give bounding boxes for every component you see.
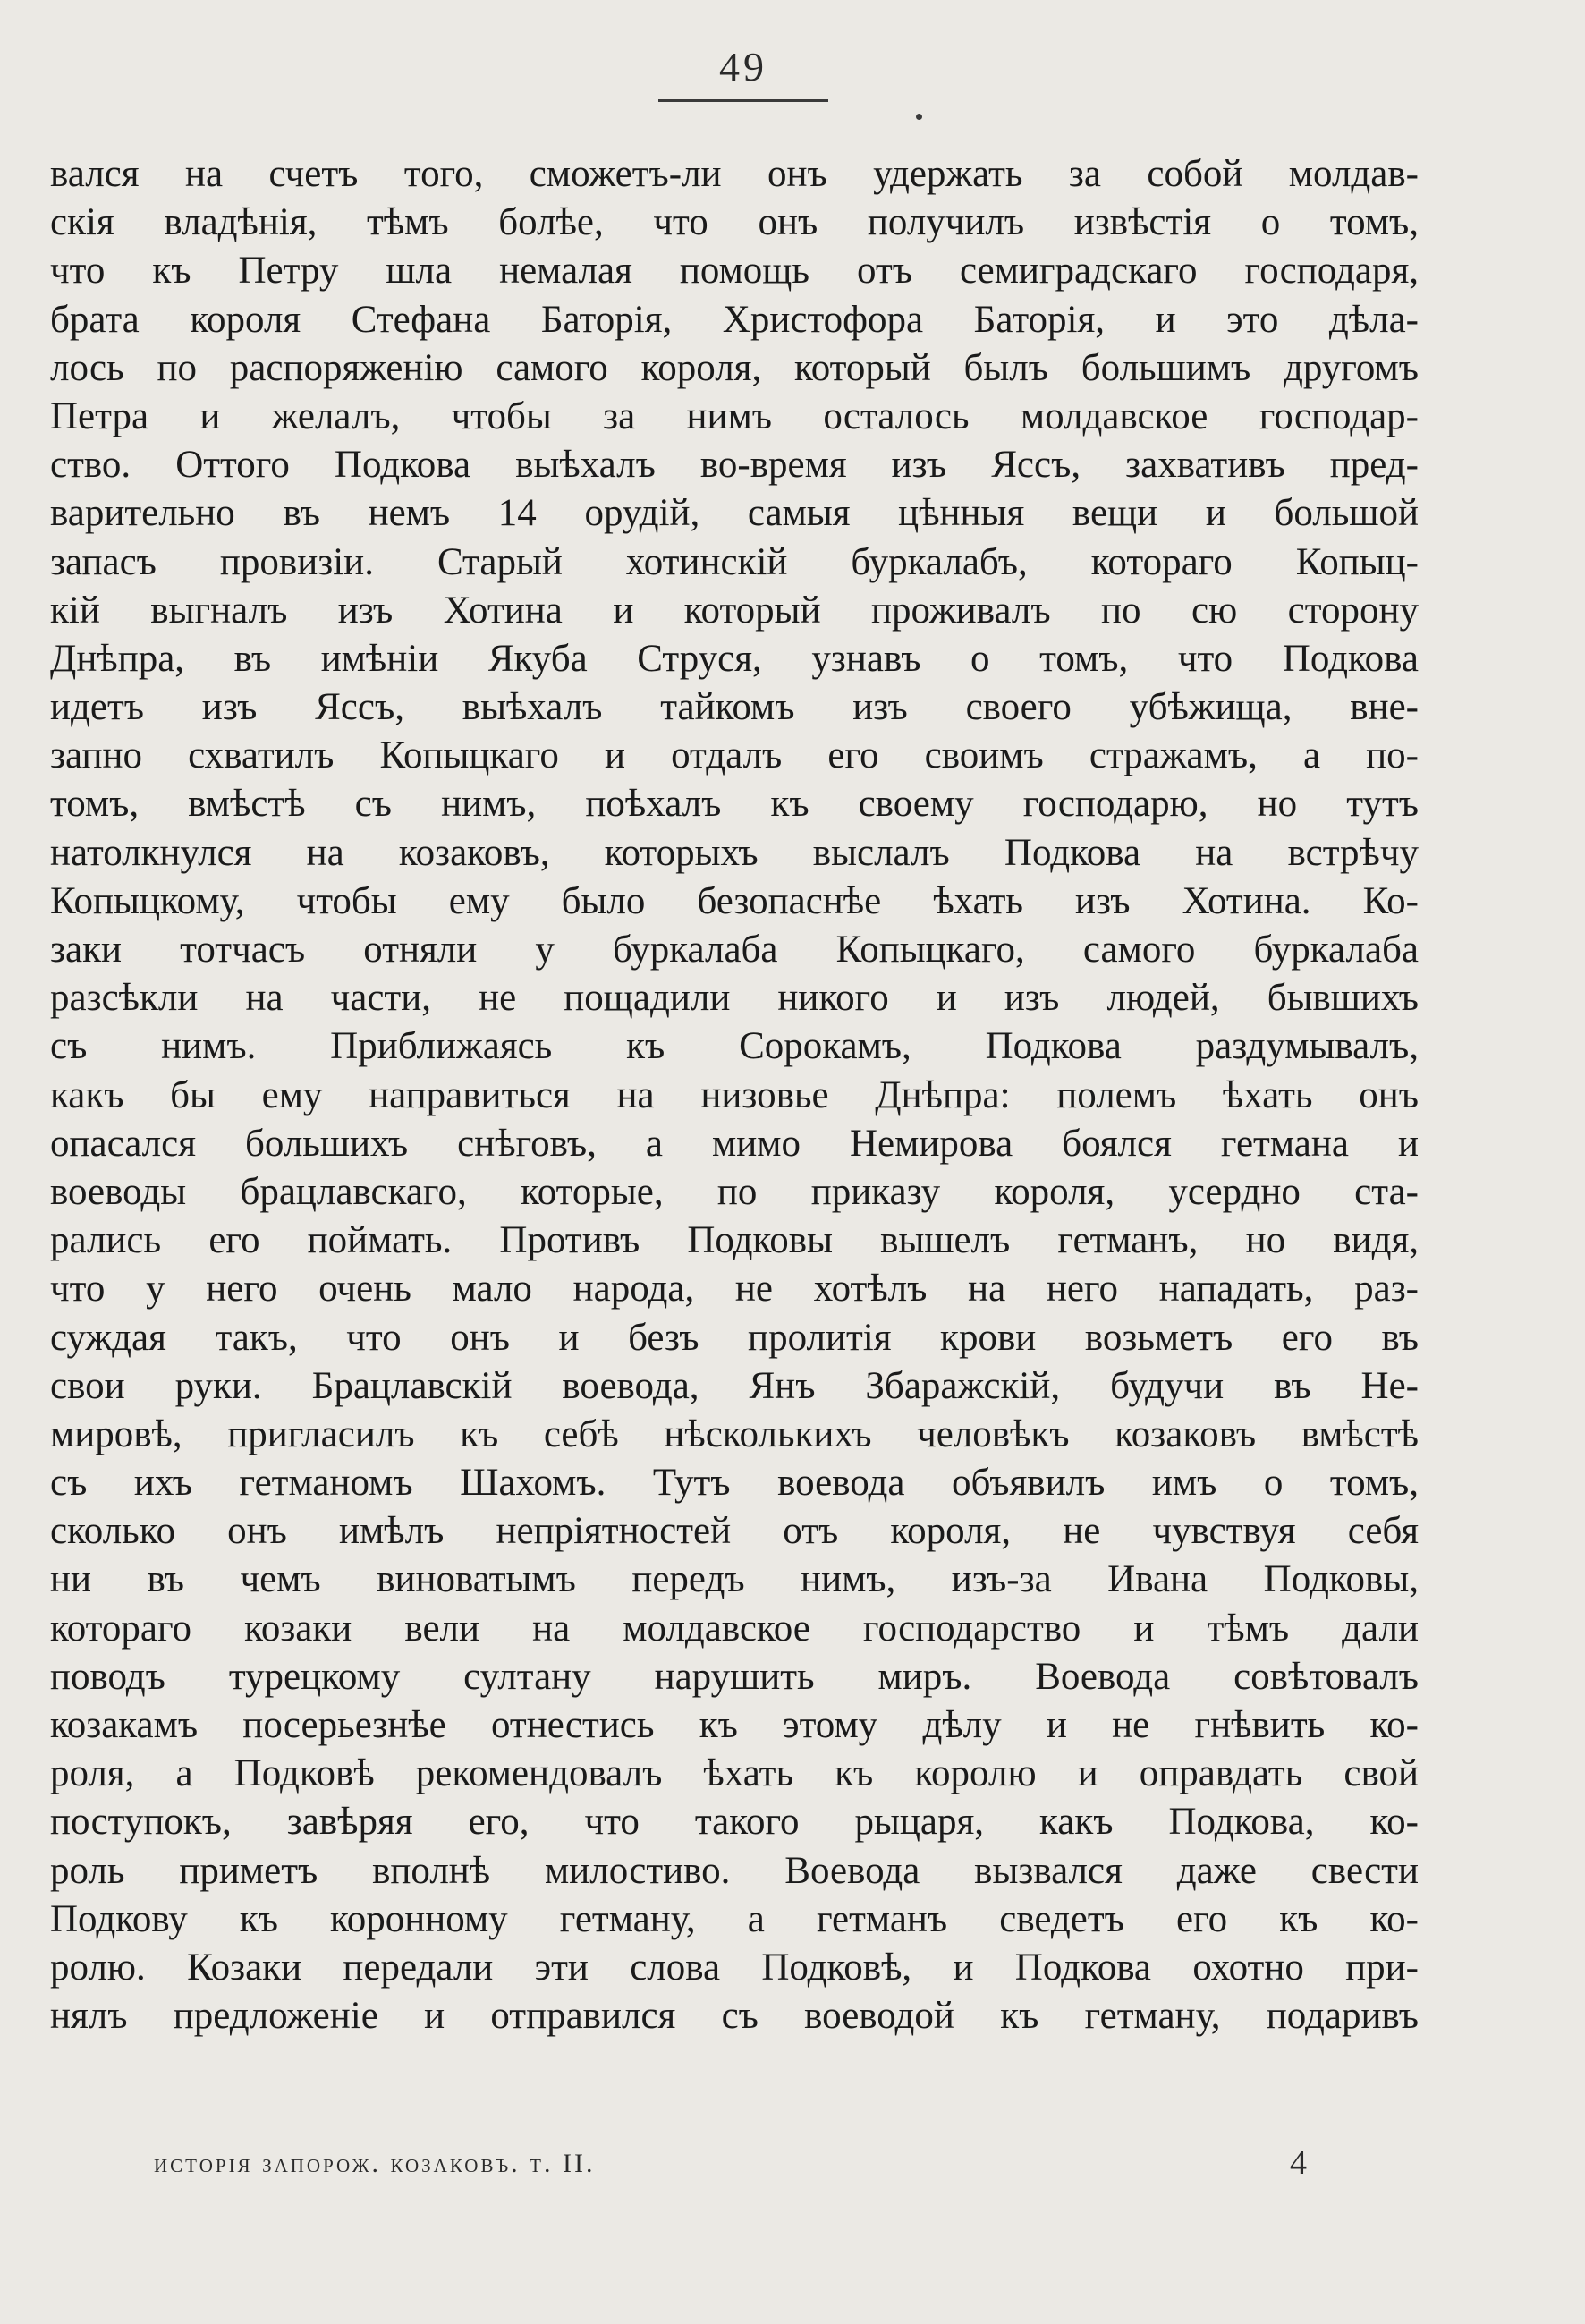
text-line: брата короля Стефана Баторія, Христофора Баторія, и это дѣла- — [50, 298, 1419, 341]
footer-signature-mark: 4 — [1290, 2144, 1307, 2182]
header-rule — [658, 99, 828, 102]
text-line: рались его поймать. Противъ Подковы вышелъ гетманъ, но видя, — [50, 1219, 1419, 1262]
text-line: запасъ провизіи. Старый хотинскій буркалабъ, котораго Копыц- — [50, 540, 1419, 583]
text-line: заки тотчасъ отняли у буркалаба Копыцкаго, самого буркалаба — [50, 929, 1419, 971]
text-line: козакамъ посерьезнѣе отнестись къ этому дѣлу и не гнѣвить ко- — [50, 1704, 1419, 1746]
footer-book-title: исторія запорож. козаковъ. т. II. — [154, 2149, 596, 2178]
text-line: роля, а Подковѣ рекомендовалъ ѣхать къ королю и оправдать свой — [50, 1752, 1419, 1795]
text-line: запно схватилъ Копыцкаго и отдалъ его своимъ стражамъ, а по- — [50, 734, 1419, 777]
text-line: Днѣпра, въ имѣніи Якуба Струся, узнавъ о томъ, что Подкова — [50, 637, 1419, 680]
text-line: томъ, вмѣстѣ съ нимъ, поѣхалъ къ своему господарю, но тутъ — [50, 783, 1419, 826]
text-line: что къ Петру шла немалая помощь отъ семиградскаго господаря, — [50, 250, 1419, 293]
body-text — [50, 150, 1419, 2040]
text-line: какъ бы ему направиться на низовье Днѣпра: полемъ ѣхать онъ — [50, 1073, 1419, 1116]
page-footer — [154, 2144, 1317, 2193]
text-line: идетъ изъ Яссъ, выѣхалъ тайкомъ изъ своего убѣжища, вне- — [50, 686, 1419, 729]
text-line: свои руки. Брацлавскій воевода, Янъ Збаражскій, будучи въ Не- — [50, 1364, 1419, 1407]
text-line: кій выгналъ изъ Хотина и который проживалъ по сю сторону — [50, 589, 1419, 632]
text-line: съ нимъ. Приближаясь къ Сорокамъ, Подкова раздумывалъ, — [50, 1025, 1419, 1068]
text-line: ство. Оттого Подкова выѣхалъ во-время изъ Яссъ, захвативъ пред- — [50, 444, 1419, 487]
text-line: скія владѣнія, тѣмъ болѣе, что онъ получилъ извѣстія о томъ, — [50, 201, 1419, 244]
text-line: мировѣ, пригласилъ къ себѣ нѣсколькихъ человѣкъ козаковъ вмѣстѣ — [50, 1412, 1419, 1455]
text-line: сколько онъ имѣлъ непріятностей отъ короля, не чувствуя себя — [50, 1510, 1419, 1553]
text-line: съ ихъ гетманомъ Шахомъ. Тутъ воевода объявилъ имъ о томъ, — [50, 1462, 1419, 1505]
text-line: Петра и желалъ, чтобы за нимъ осталось молдавское господар- — [50, 394, 1419, 437]
text-line: роль приметъ вполнѣ милостиво. Воевода вызвался даже свести — [50, 1849, 1419, 1892]
text-line: поводъ турецкому султану нарушить миръ. Воевода совѣтовалъ — [50, 1655, 1419, 1698]
text-line: воеводы брацлавскаго, которые, по приказу короля, усердно ста- — [50, 1170, 1419, 1213]
text-line: натолкнулся на козаковъ, которыхъ выслалъ Подкова на встрѣчу — [50, 831, 1419, 874]
text-line: ролю. Козаки передали эти слова Подковѣ, и Подкова охотно при- — [50, 1946, 1419, 1989]
text-line: вался на счетъ того, сможетъ-ли онъ удержать за собой молдав- — [50, 153, 1419, 195]
text-line: Подкову къ коронному гетману, а гетманъ сведетъ его къ ко- — [50, 1897, 1419, 1940]
text-line: Копыцкому, чтобы ему было безопаснѣе ѣхать изъ Хотина. Ко- — [50, 879, 1419, 922]
text-line: ни въ чемъ виноватымъ передъ нимъ, изъ-за Ивана Подковы, — [50, 1558, 1419, 1601]
text-line: разсѣкли на части, не пощадили никого и изъ людей, бывшихъ — [50, 977, 1419, 1020]
text-line: суждая такъ, что онъ и безъ пролитія крови возьметъ его въ — [50, 1316, 1419, 1359]
text-line: что у него очень мало народа, не хотѣлъ на него нападать, раз- — [50, 1268, 1419, 1310]
text-line: поступокъ, завѣряя его, что такого рыцаря, какъ Подкова, ко- — [50, 1801, 1419, 1844]
text-line: лось по распоряженію самого короля, который былъ большимъ другомъ — [50, 346, 1419, 389]
text-line: котораго козаки вели на молдавское господарство и тѣмъ дали — [50, 1607, 1419, 1650]
text-line: опасался большихъ снѣговъ, а мимо Немирова боялся гетмана и — [50, 1122, 1419, 1165]
page-number: 49 — [719, 44, 767, 89]
text-line: варительно въ немъ 14 орудій, самыя цѣнныя вещи и большой — [50, 492, 1419, 535]
text-line: нялъ предложеніе и отправился съ воеводой къ гетману, подаривъ — [50, 1995, 1419, 2038]
header-dot — [916, 114, 922, 120]
